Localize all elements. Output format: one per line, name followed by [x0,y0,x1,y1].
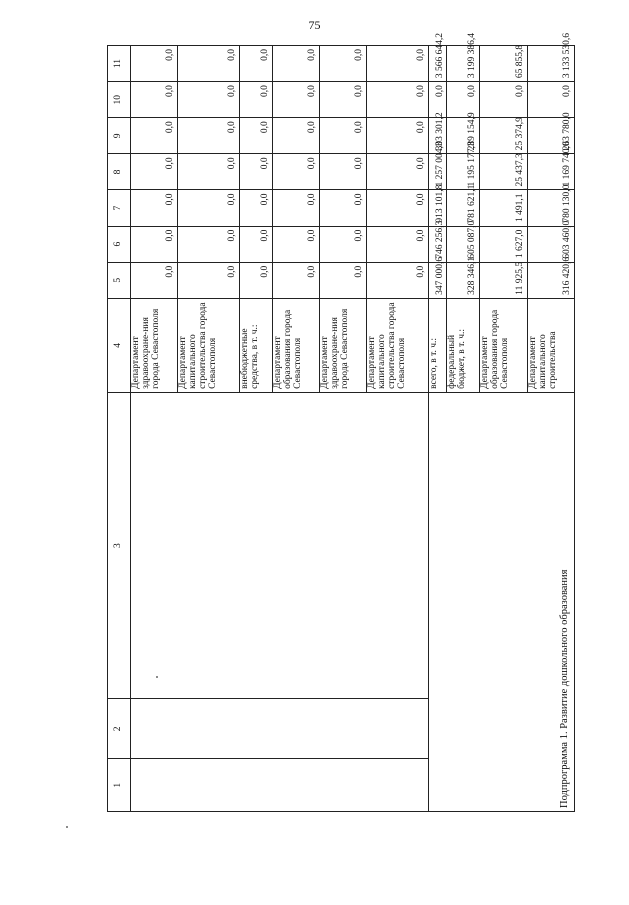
value-cell: 0,0 [272,154,319,190]
value-cell: 605 087,0 [447,226,480,262]
scan-speck [156,676,158,678]
value-cell: 0,0 [178,226,240,262]
row-label: Департамент образования города Севастополя [272,298,319,392]
value-cell: 65 855,8 [480,46,527,82]
value-cell: 603 460,0 [527,226,574,262]
value-cell: 0,0 [178,118,240,154]
col-header-10: 10 [108,82,131,118]
page-number: 75 [308,18,321,32]
value-cell: 0,0 [320,46,367,82]
table-row [131,46,178,812]
value-cell: 0,0 [178,82,240,118]
value-cell: 0,0 [178,190,240,226]
value-cell: 781 621,1 [447,190,480,226]
row-label: всего, в т. ч.: [428,298,447,392]
row-label: Департамент капитального строительства города Севастополя [178,298,240,392]
value-cell: 0,0 [239,226,272,262]
col-header-1: 1 [108,759,131,812]
value-cell: 25 437,3 [480,154,527,190]
value-cell: 746 256,3 [428,226,447,262]
value-cell: 0,0 [131,82,178,118]
value-cell: 0,0 [239,118,272,154]
value-cell: 0,0 [178,46,240,82]
budget-table [107,33,575,812]
row-label: Департамент здравоохране-ния города Севастополя [320,298,367,392]
col-header-6: 6 [108,226,131,262]
col-header-3: 3 [108,392,131,698]
value-cell: 3 566 644,2 [428,46,447,82]
rotated-table-wrapper [107,33,575,812]
value-cell: 0,0 [367,262,429,298]
value-cell: 3 133 530,6 [527,46,574,82]
row-label: Департамент капитального строительства города Севастополя [367,298,429,392]
value-cell: 3 199 386,4 [447,46,480,82]
value-cell: 0,0 [272,46,319,82]
value-cell: 0,0 [239,82,272,118]
value-cell: 0,0 [178,262,240,298]
value-cell: 303 301,2 [428,118,447,154]
value-cell: 0,0 [239,46,272,82]
value-cell: 0,0 [272,262,319,298]
row-label: федеральный бюджет, в т. ч.: [447,298,480,392]
value-cell: 780 130,0 [527,190,574,226]
value-cell: 913 101,8 [428,190,447,226]
value-cell: 0,0 [272,190,319,226]
value-cell: 0,0 [367,46,429,82]
value-cell: 0,0 [367,82,429,118]
col-header-5: 5 [108,262,131,298]
value-cell: 0,0 [527,82,574,118]
value-cell: 0,0 [272,226,319,262]
value-cell: 0,0 [272,82,319,118]
value-cell: 0,0 [320,118,367,154]
value-cell: 263 780,0 [527,118,574,154]
cell-col3-upper [131,392,429,698]
col-header-2: 2 [108,699,131,759]
value-cell: 0,0 [367,118,429,154]
value-cell: 0,0 [131,190,178,226]
value-cell: 0,0 [272,118,319,154]
row-label: Департамент капитального строительства [527,298,574,392]
value-cell: 0,0 [131,262,178,298]
value-cell: 1 491,1 [480,190,527,226]
value-cell: 0,0 [428,82,447,118]
value-cell: 347 000,6 [428,262,447,298]
value-cell: 0,0 [367,154,429,190]
value-cell: 0,0 [131,46,178,82]
value-cell: 0,0 [320,262,367,298]
value-cell: 0,0 [367,226,429,262]
value-cell: 1 169 740,0 [527,154,574,190]
value-cell: 316 420,6 [527,262,574,298]
value-cell: 0,0 [131,226,178,262]
col-header-4: 4 [108,298,131,392]
row-label: Департамент здравоохране-ния города Севастополя [131,298,178,392]
subprogram-title: Подпрограмма 1. Развитие дошкольного образования [428,392,574,811]
col-header-8: 8 [108,154,131,190]
value-cell: 1 627,0 [480,226,527,262]
row-label: внебюджетные средства, в т. ч.: [239,298,272,392]
value-cell: 0,0 [131,154,178,190]
value-cell: 0,0 [320,154,367,190]
cell-col1-upper [131,759,429,812]
value-cell: 0,0 [178,154,240,190]
value-cell: 11 925,5 [480,262,527,298]
col-header-7: 7 [108,190,131,226]
header-row [108,46,131,812]
value-cell: 0,0 [320,190,367,226]
col-header-11: 11 [108,46,131,82]
value-cell: 1 257 004,3 [428,154,447,190]
col-header-9: 9 [108,118,131,154]
scan-speck [66,826,68,828]
value-cell: 0,0 [320,82,367,118]
value-cell: 0,0 [320,226,367,262]
cell-col2-upper [131,699,429,759]
value-cell: 0,0 [480,82,527,118]
value-cell: 0,0 [367,190,429,226]
value-cell: 0,0 [447,82,480,118]
value-cell: 0,0 [239,262,272,298]
value-cell: 1 195 177,3 [447,154,480,190]
table-row [428,46,447,812]
value-cell: 0,0 [239,190,272,226]
row-label: Департамент образования города Севастополя [480,298,527,392]
value-cell: 0,0 [131,118,178,154]
value-cell: 328 346,1 [447,262,480,298]
value-cell: 289 154,9 [447,118,480,154]
value-cell: 25 374,9 [480,118,527,154]
value-cell: 0,0 [239,154,272,190]
